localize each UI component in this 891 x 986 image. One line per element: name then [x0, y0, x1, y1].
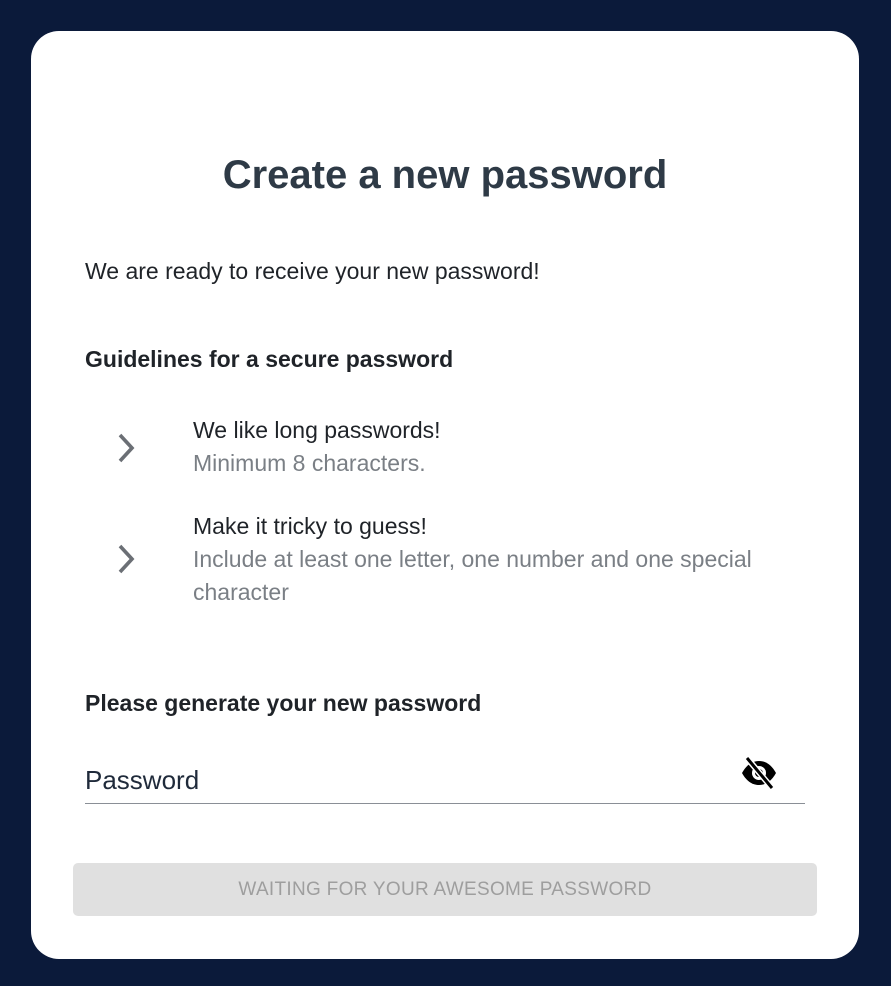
- password-input[interactable]: [85, 762, 725, 798]
- chevron-right-icon: [115, 431, 137, 465]
- password-card: [31, 31, 859, 959]
- guideline-text: [193, 510, 793, 609]
- guideline-description: Minimum 8 characters.: [193, 450, 426, 476]
- submit-password-button[interactable]: WAITING FOR YOUR AWESOME PASSWORD: [73, 863, 817, 916]
- guidelines-heading: Guidelines for a secure password: [85, 346, 454, 372]
- page-title: Create a new password: [222, 153, 668, 197]
- eye-off-icon[interactable]: [739, 756, 779, 790]
- generate-heading: Please generate your new password: [85, 690, 482, 716]
- guideline-description: Include at least one letter, one number and one special character: [193, 546, 752, 605]
- intro-text: We are ready to receive your new password!: [85, 258, 540, 284]
- chevron-right-icon: [115, 542, 137, 576]
- password-field: [85, 756, 805, 804]
- guideline-title: We like long passwords!: [193, 417, 441, 443]
- guideline-title: Make it tricky to guess!: [193, 513, 427, 539]
- guideline-text: [193, 414, 793, 480]
